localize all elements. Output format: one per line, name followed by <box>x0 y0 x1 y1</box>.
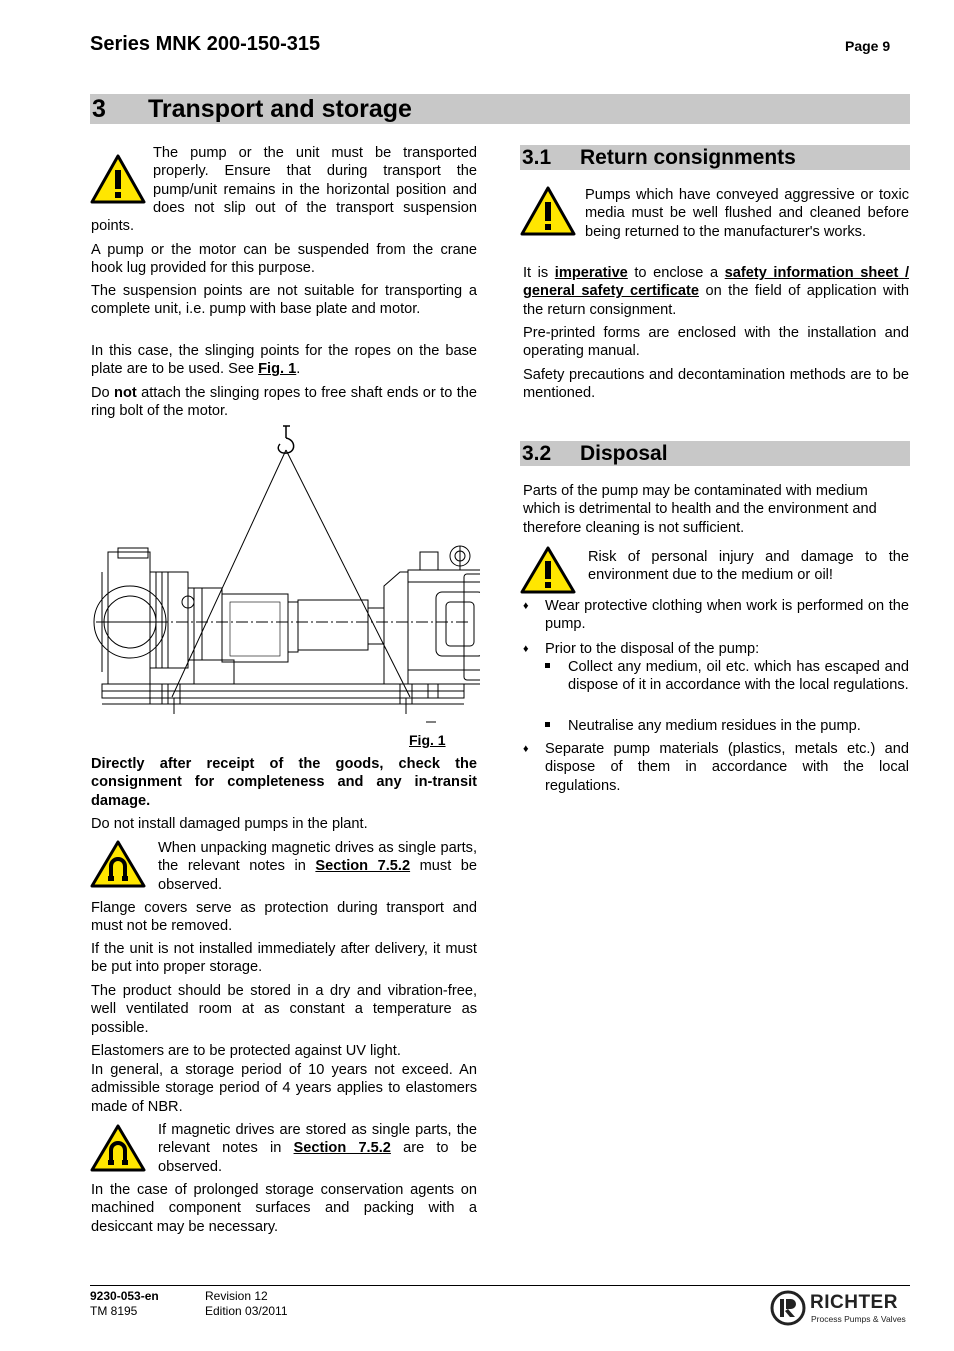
tm-number: TM 8195 <box>90 1304 138 1318</box>
list-item: ♦ Prior to the disposal of the pump: <box>523 641 760 657</box>
magnetic-field-warning-icon <box>90 840 146 888</box>
figure-caption: Fig. 1 <box>409 732 446 748</box>
paragraph: If magnetic drives are stored as single parts, the relevant notes in Section 7.5.2 are to be observed. <box>158 1122 477 1175</box>
paragraph: Do not install damaged pumps in the plant. <box>91 816 368 832</box>
logo-tagline: Process Pumps & Valves <box>811 1314 906 1324</box>
paragraph: In general, a storage period of 10 years not exceed. An admissible storage period of 4 years applies to elastomers made of NBR. <box>91 1062 477 1115</box>
paragraph: Elastomers are to be protected against UV light. <box>91 1043 401 1059</box>
safety-certificate-link[interactable]: safety information sheet / general safety certificate <box>523 265 909 300</box>
page-number: Page 9 <box>845 38 891 54</box>
paragraph: When unpacking magnetic drives as single parts, the relevant notes in Section 7.5.2 must be observed. <box>158 840 478 893</box>
paragraph: Safety precautions and decontamination methods are to be mentioned. <box>523 367 909 402</box>
transport-intro-paragraph: The pump or the unit must be transported properly. Ensure that during transport the pump/unit remains in the horizontal position and does not slip out of the transport suspension points. <box>91 145 477 235</box>
paragraph: In this case, the slinging points for the ropes on the base plate are to be used. See Fig. 1. <box>91 343 477 378</box>
revision: Revision 12 <box>205 1289 268 1303</box>
paragraph: It is imperative to enclose a safety information sheet / general safety certificate on the field of application with the return consignment. <box>523 265 909 318</box>
paragraph: Flange covers serve as protection during transport and must not be removed. <box>91 900 477 935</box>
imperative-emphasis: imperative <box>554 265 628 281</box>
paragraph: Do not attach the slinging ropes to free shaft ends or to the ring bolt of the motor. <box>91 385 477 420</box>
warning-text: Risk of personal injury and damage to the environment due to the medium or oil! <box>588 549 909 584</box>
footer-divider <box>90 1285 910 1286</box>
magnetic-field-warning-icon <box>90 1124 146 1172</box>
section-7-5-2-link[interactable]: Section 7.5.2 <box>315 858 411 875</box>
logo-wordmark: RICHTER <box>810 1292 898 1313</box>
section-3-2-heading <box>520 441 910 466</box>
document-number: 9230-053-en <box>90 1289 159 1303</box>
document-series-title: Series MNK 200-150-315 <box>90 33 321 55</box>
paragraph: In the case of prolonged storage conservation agents on machined component surfaces and packing with a desiccant may be necessary. <box>91 1182 477 1235</box>
section-7-5-2-link[interactable]: Section 7.5.2 <box>293 1140 391 1157</box>
section-3-1-heading <box>520 145 910 170</box>
warning-icon <box>520 546 576 594</box>
pump-unit-lifting-diagram <box>90 422 480 727</box>
section-title: Disposal <box>580 442 668 465</box>
paragraph: Pumps which have conveyed aggressive or toxic media must be well flushed and cleaned before being returned to the manufacturer's works. <box>585 187 909 240</box>
paragraph: Pre-printed forms are enclosed with the installation and operating manual. <box>523 325 909 360</box>
paragraph: The suspension points are not suitable for transporting a complete unit, i.e. pump with base plate and motor. <box>91 283 477 318</box>
richter-logo-icon <box>770 1290 806 1326</box>
list-item: ♦ Wear protective clothing when work is performed on the pump. <box>523 598 909 633</box>
section-3-heading <box>90 94 910 124</box>
paragraph: If the unit is not installed immediately after delivery, it must be put into proper storage. <box>91 941 477 976</box>
section-title: Transport and storage <box>148 95 412 123</box>
paragraph-bold: Directly after receipt of the goods, check the consignment for completeness and any in-transit damage. <box>91 756 477 809</box>
section-number: 3 <box>92 95 106 123</box>
fig-1-link[interactable]: Fig. 1 <box>258 361 297 378</box>
sub-list-item: Collect any medium, oil etc. which has escaped and dispose of it in accordance with the local regulations. <box>545 658 909 695</box>
section-title: Return consignments <box>580 146 796 169</box>
edition: Edition 03/2011 <box>205 1304 288 1318</box>
paragraph: Parts of the pump may be contaminated with medium which is detrimental to health and the environment and therefore cleaning is not sufficient. <box>523 483 877 536</box>
richter-logo <box>770 1288 910 1328</box>
paragraph: The product should be stored in a dry and vibration-free, well ventilated room at as constant a temperature as possible. <box>91 983 477 1036</box>
section-number: 3.2 <box>522 442 552 465</box>
section-number: 3.1 <box>522 146 552 169</box>
paragraph: A pump or the motor can be suspended from the crane hook lug provided for this purpose. <box>91 242 477 277</box>
sub-list-item: Neutralise any medium residues in the pump. <box>545 717 909 735</box>
list-item: ♦ Separate pump materials (plastics, metals etc.) and dispose of them in accordance with the local regulations. <box>523 741 909 794</box>
